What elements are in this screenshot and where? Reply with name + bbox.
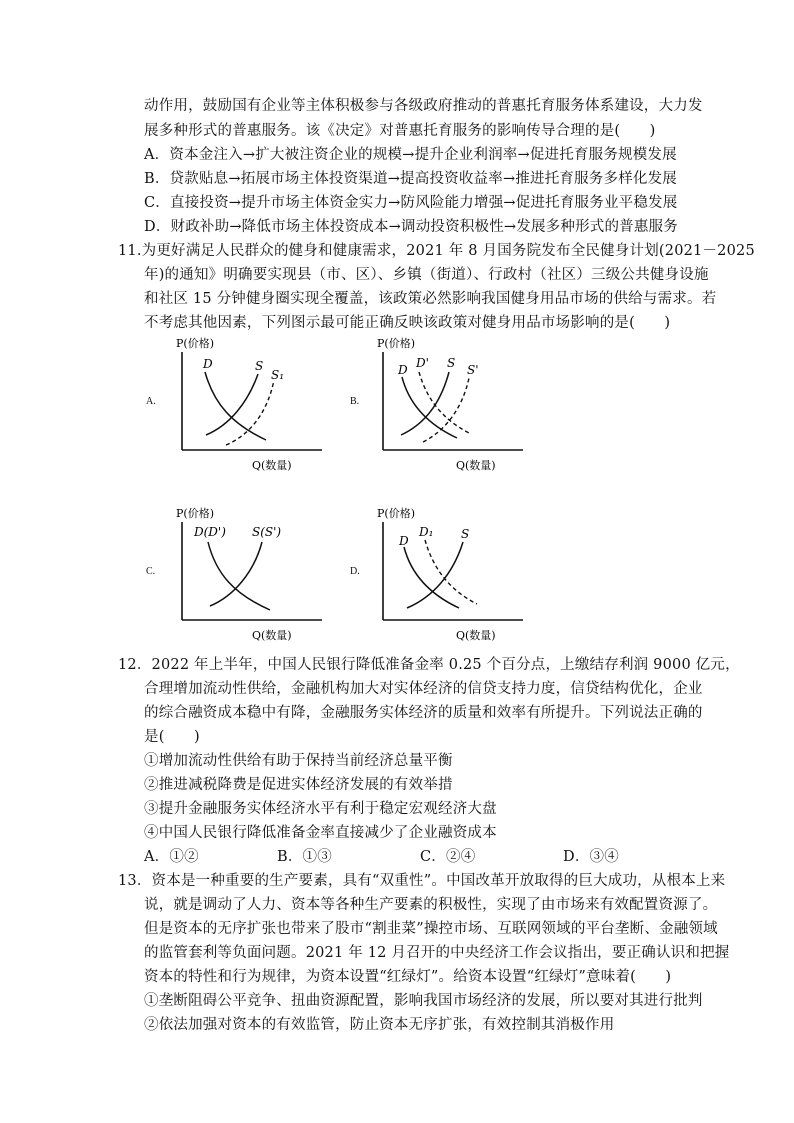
graph-a-supply-curve-s xyxy=(206,374,258,435)
q13-stem-line1: 13．资本是一种重要的生产要素，具有“双重性”。中国改革开放取得的巨大成功，从根本上来 xyxy=(118,873,726,889)
q12-item-1: ①增加流动性供给有助于保持当前经济总量平衡 xyxy=(144,753,453,769)
q13-stem-line2: 说，就是调动了人力、资本等各种生产要素的积极性，实现了由市场来有效配置资源了。 xyxy=(144,897,718,913)
q10-option-c: C．直接投资→提升市场主体资金实力→防风险能力增强→促进托育服务业平稳发展 xyxy=(144,195,678,211)
graph-c-option-label: C. xyxy=(146,566,156,577)
q12-stem-line1: 12．2022 年上半年，中国人民银行降低准备金率 0.25 个百分点，上缴结存利润 9000 亿元， xyxy=(118,657,740,673)
graph-b-supply-curve-s xyxy=(401,372,449,435)
graph-b-option-label: B. xyxy=(350,396,360,407)
graph-d-curve-label-s: S xyxy=(461,527,470,541)
graph-b-curve-label-s: S xyxy=(447,356,456,370)
q10-stem-line1: 动作用，鼓励国有企业等主体积极参与各级政府推动的普惠托育服务体系建设，大力发 xyxy=(144,98,703,114)
graph-a-demand-curve-d xyxy=(205,372,266,440)
q12-option-d: D．③④ xyxy=(563,849,619,865)
q12-option-a: A．①② xyxy=(144,849,199,865)
graph-d-demand-curve-d1 xyxy=(425,540,477,604)
graph-b-curve-label-d: D xyxy=(398,363,408,377)
graph-d-curve-label-d1: D₁ xyxy=(419,525,434,539)
graph-b-y-axis-label: P(价格) xyxy=(377,337,415,350)
q11-stem-line3: 和社区 15 分钟健身圈实现全覆盖，该政策必然影响我国健身用品市场的供给与需求。若 xyxy=(144,291,717,307)
q12-stem-line3: 的综合融资成本稳中有降，金融服务实体经济的质量和效率有所提升。下列说法正确的 xyxy=(144,705,703,721)
graph-a-curve-label-d: D xyxy=(203,357,213,371)
q13-item-1: ①垄断阻碍公平竞争、扭曲资源配置，影响我国市场经济的发展，所以要对其进行批判 xyxy=(144,993,703,1009)
graph-d-supply-curve-s xyxy=(407,542,463,608)
q11-stem-line4: 不考虑其他因素，下列图示最可能正确反映该政策对健身用品市场影响的是( ) xyxy=(144,315,671,331)
q12-option-c: C．②④ xyxy=(420,849,476,865)
graph-c xyxy=(170,502,330,647)
q13-stem-line4: 的监管套利等负面问题。2021 年 12 月召开的中央经济工作会议指出，要正确认识和把握 xyxy=(144,945,730,961)
q12-item-2: ②推进减税降费是促进实体经济发展的有效举措 xyxy=(144,777,453,793)
graph-a-x-axis-label: Q(数量) xyxy=(252,459,292,472)
graph-d-curve-label-d: D xyxy=(399,534,409,548)
graph-a-curve-label-s1: S₁ xyxy=(271,368,285,382)
graph-d-option-label: D. xyxy=(350,566,360,577)
q12-stem-line2: 合理增加流动性供给，金融机构加大对实体经济的信贷支持力度，信贷结构优化，企业 xyxy=(144,681,703,697)
graph-c-demand-curve xyxy=(208,542,270,610)
graph-a-y-axis-label: P(价格) xyxy=(176,337,214,350)
q10-option-a: A．资本金注入→扩大被注资企业的规模→提升企业利润率→促进托育服务规模发展 xyxy=(144,147,677,163)
graph-c-curve-label-d: D(D') xyxy=(194,525,226,539)
graph-c-curve-label-s: S(S') xyxy=(252,525,282,539)
graph-d xyxy=(371,502,531,647)
q10-option-b: B．贷款贴息→拓展市场主体投资渠道→提高投资收益率→推进托育服务多样化发展 xyxy=(144,171,678,187)
graph-c-x-axis-label: Q(数量) xyxy=(252,629,292,642)
graph-c-supply-curve xyxy=(210,542,262,606)
graph-b-curve-label-s-prime: S' xyxy=(467,363,479,377)
q10-option-d: D．财政补助→降低市场主体投资成本→调动投资积极性→发展多种形式的普惠服务 xyxy=(144,219,678,235)
graph-b-curve-label-d-prime: D' xyxy=(416,356,429,370)
graph-c-y-axis-label: P(价格) xyxy=(176,507,214,520)
graph-a-option-label: A. xyxy=(146,396,156,407)
graph-b-x-axis-label: Q(数量) xyxy=(456,459,496,472)
graph-b xyxy=(371,332,531,477)
q13-stem-line5: 资本的特性和行为规律，为资本设置“红绿灯”。给资本设置“红绿灯”意味着( ) xyxy=(144,969,672,985)
q12-item-3: ③提升金融服务实体经济水平有利于稳定宏观经济大盘 xyxy=(144,801,497,817)
q10-stem-line2: 展多种形式的普惠服务。该《决定》对普惠托育服务的影响传导合理的是( ) xyxy=(144,123,656,139)
q11-stem-line1: 11.为更好满足人民群众的健身和健康需求，2021 年 8 月国务院发布全民健身计划(2021－2025 xyxy=(118,243,755,259)
graph-d-x-axis-label: Q(数量) xyxy=(456,629,496,642)
graph-b-demand-curve-d xyxy=(402,377,457,438)
q11-stem-line2: 年)的通知》明确要实现县（市、区）、乡镇（街道）、行政村（社区）三级公共健身设施 xyxy=(144,267,709,283)
q12-stem-line4: 是( ) xyxy=(144,729,200,745)
q13-item-2: ②依法加强对资本的有效监管，防止资本无序扩张，有效控制其消极作用 xyxy=(144,1017,615,1033)
graph-a-curve-label-s: S xyxy=(255,359,264,373)
graph-d-y-axis-label: P(价格) xyxy=(377,507,415,520)
graph-a-supply-curve-s1 xyxy=(226,380,274,445)
q12-option-b: B．①③ xyxy=(277,849,332,865)
q12-item-4: ④中国人民银行降低准备金率直接减少了企业融资成本 xyxy=(144,825,497,841)
q13-stem-line3: 但是资本的无序扩张也带来了股市“割韭菜”操控市场、互联网领域的平台垄断、金融领域 xyxy=(144,921,718,937)
graph-a xyxy=(170,332,330,477)
